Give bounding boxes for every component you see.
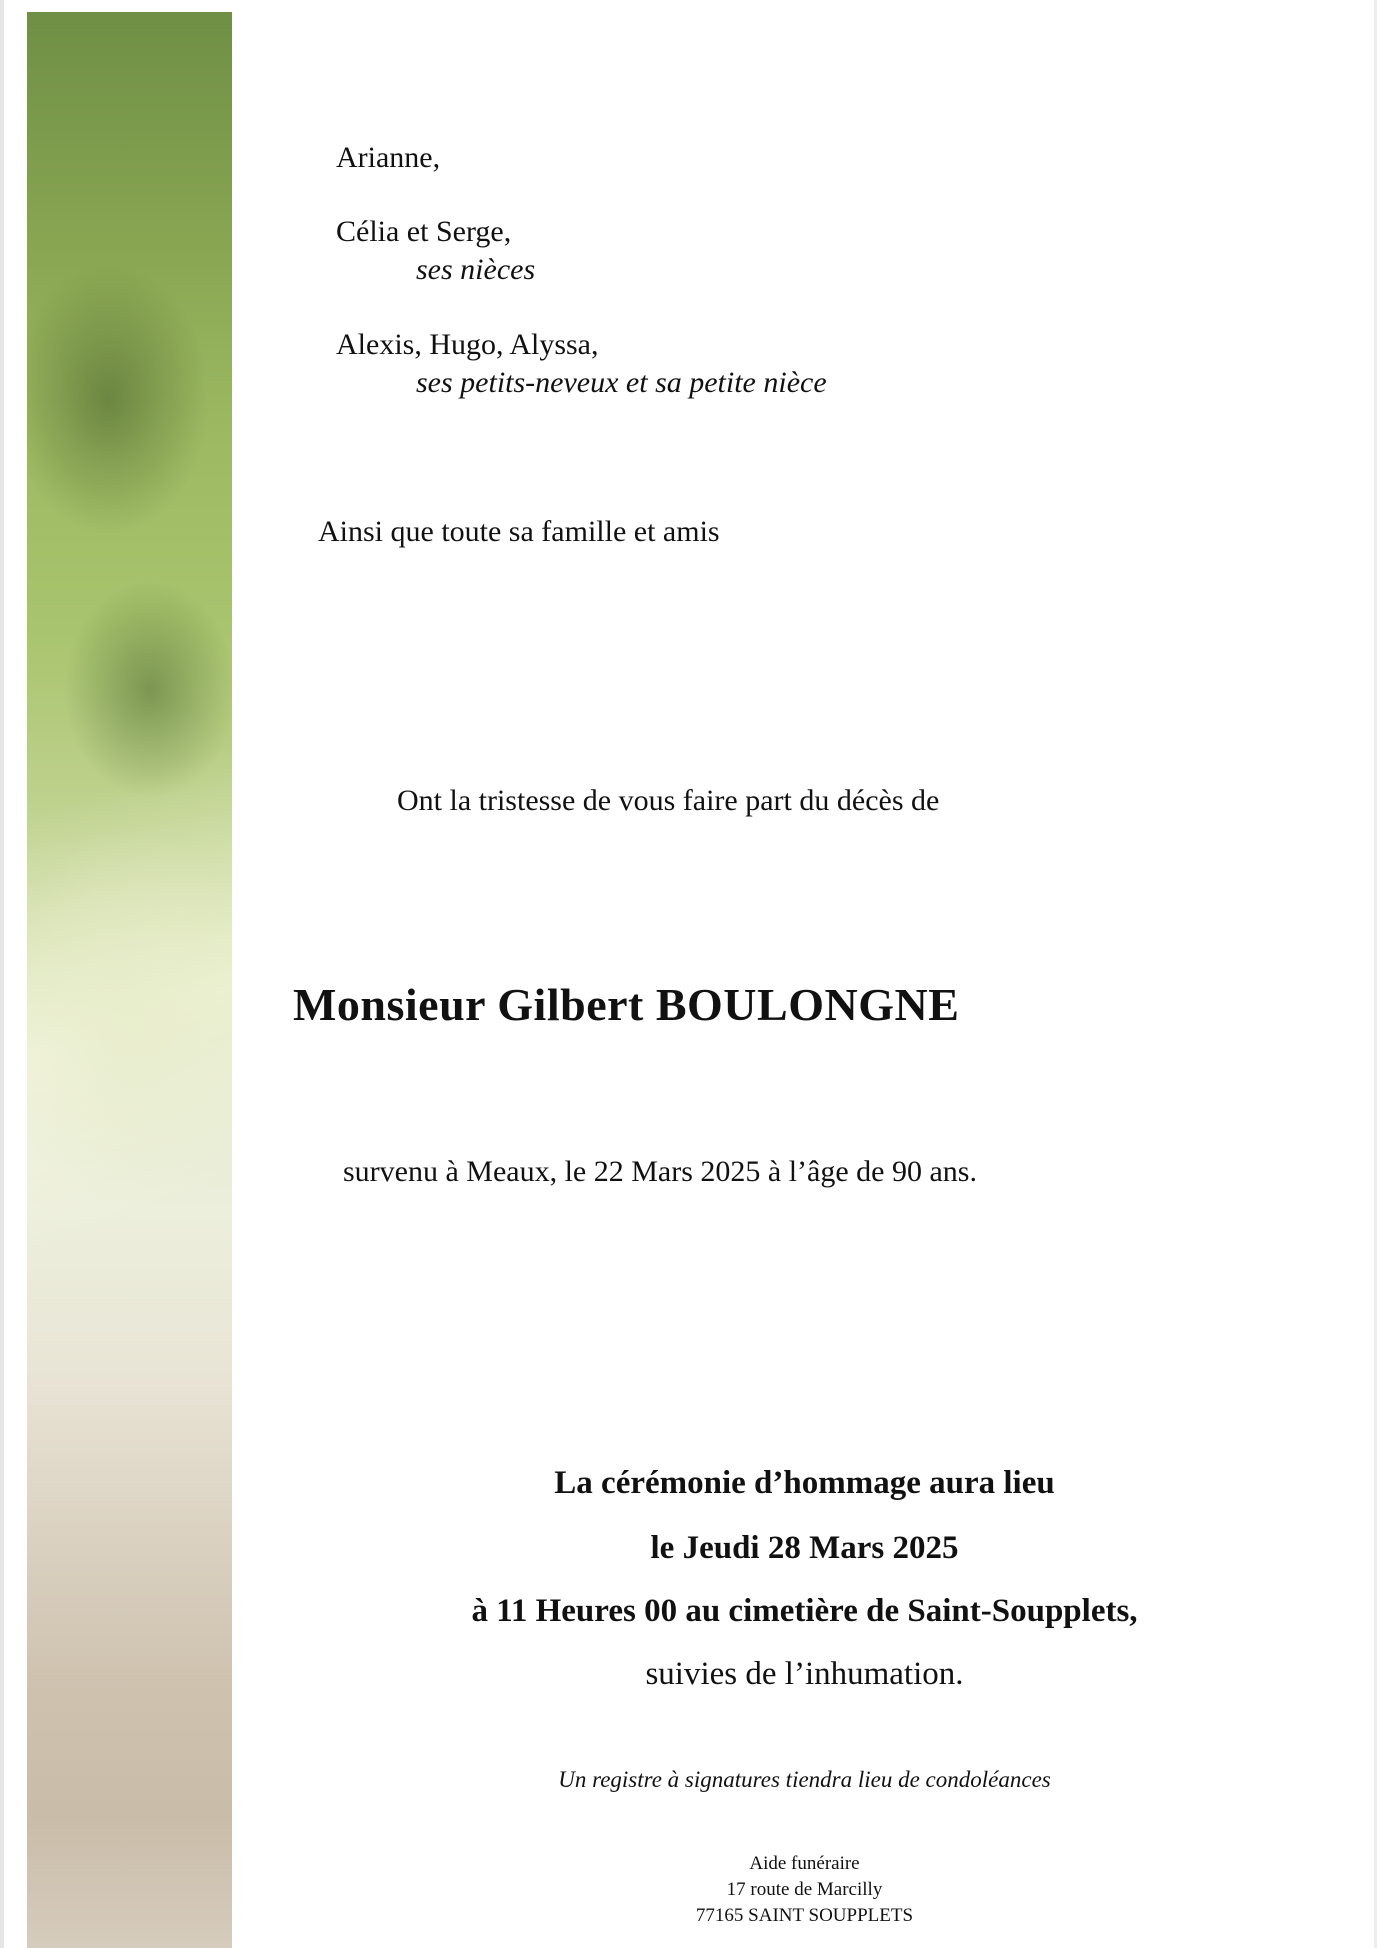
page-left-edge [0, 0, 4, 1948]
funeral-home-street: 17 route de Marcilly [726, 1879, 883, 1900]
funeral-home-city: 77165 SAINT SOUPPLETS [695, 1905, 914, 1926]
forest-photo-band [27, 12, 232, 1948]
ceremony-line-1: La cérémonie d’hommage aura lieu [554, 1465, 1055, 1501]
family-member-arianne: Arianne, [336, 141, 441, 174]
ceremony-date: le Jeudi 28 Mars 2025 [650, 1530, 959, 1566]
family-and-friends: Ainsi que toute sa famille et amis [318, 515, 720, 548]
family-members-alexis-hugo-alyssa: Alexis, Hugo, Alyssa, [336, 328, 599, 361]
death-details: survenu à Meaux, le 22 Mars 2025 à l’âge de 90 ans. [343, 1155, 977, 1188]
ceremony-burial: suivies de l’inhumation. [645, 1656, 964, 1692]
funeral-home-name: Aide funéraire [749, 1853, 860, 1874]
ceremony-time-place: à 11 Heures 00 au cimetière de Saint-Soupplets, [471, 1593, 1138, 1629]
family-role-nieces: ses nièces [416, 253, 536, 286]
family-members-celia-serge: Célia et Serge, [336, 215, 512, 248]
announcement-text: Ont la tristesse de vous faire part du décès de [397, 784, 940, 817]
deceased-name: Monsieur Gilbert BOULONGNE [293, 979, 960, 1030]
family-role-grandnephews: ses petits-neveux et sa petite nièce [416, 366, 827, 399]
condolences-register-note: Un registre à signatures tiendra lieu de condoléances [558, 1767, 1051, 1792]
